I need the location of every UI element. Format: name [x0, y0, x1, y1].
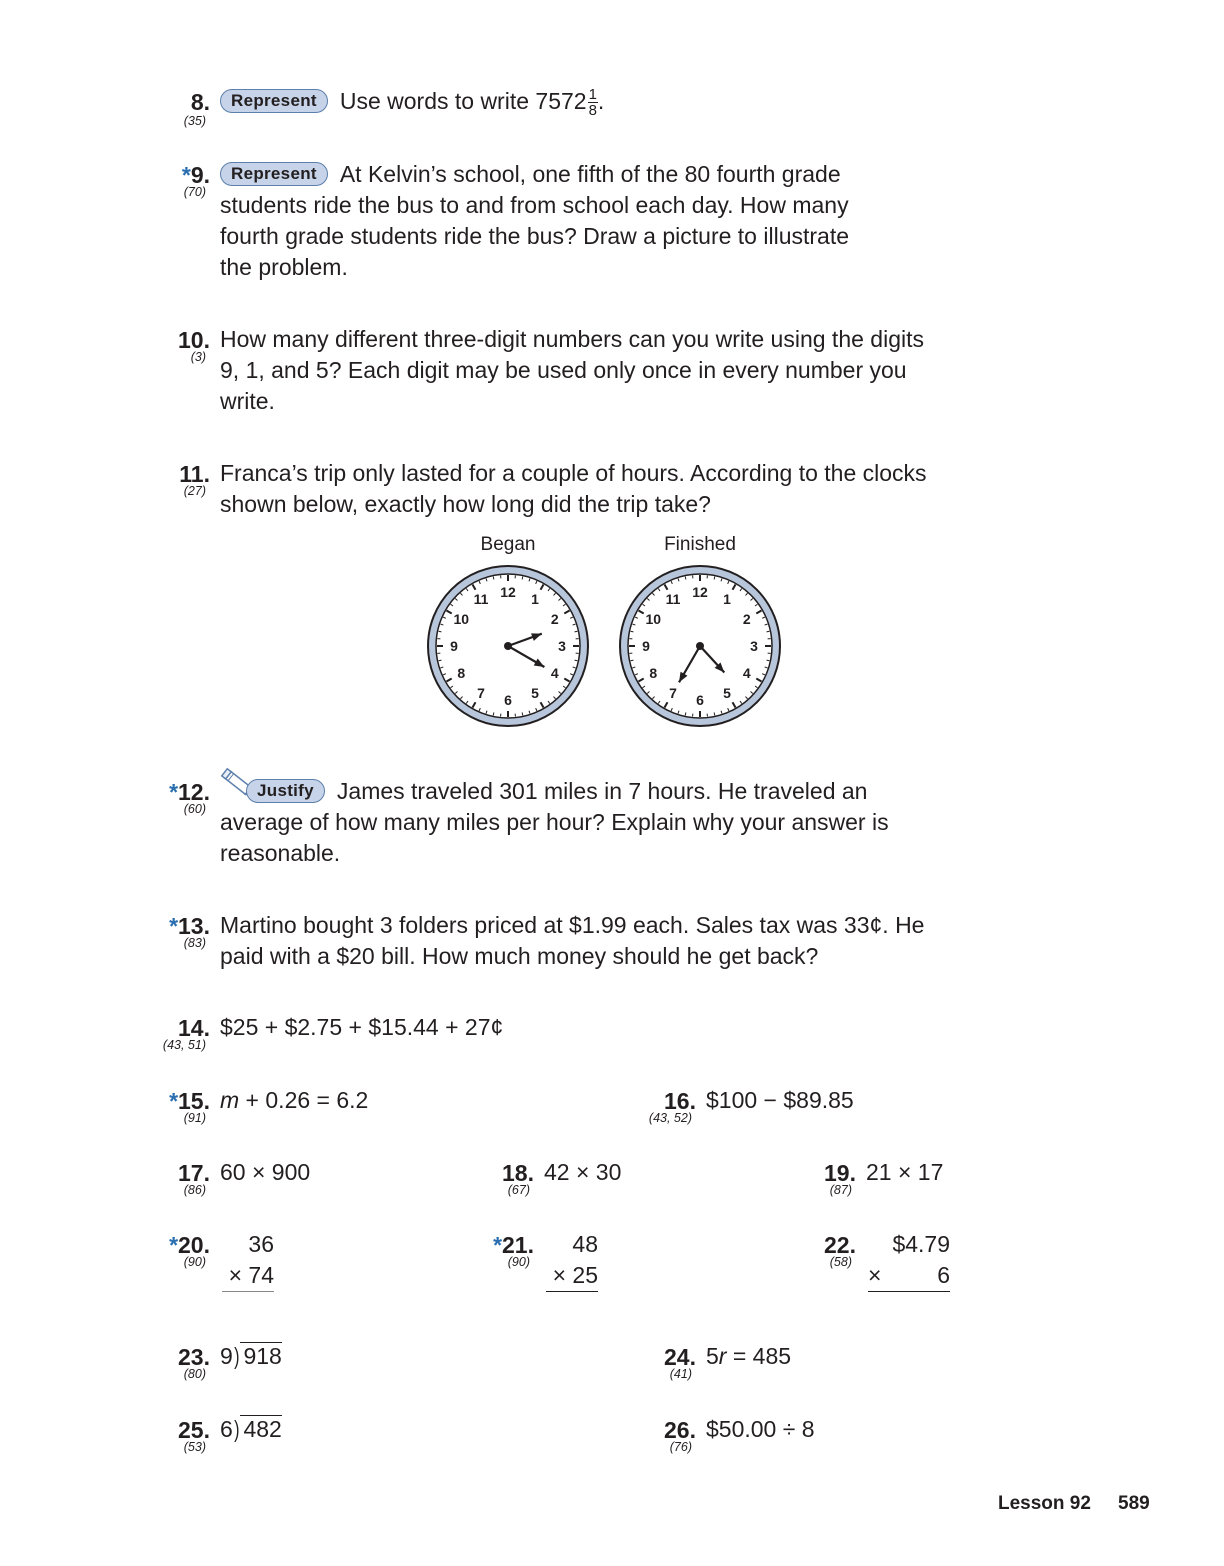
fraction-denominator: 8: [588, 102, 597, 120]
finished-label: Finished: [664, 534, 736, 555]
multiplication-stack: [222, 1229, 274, 1292]
lesson-reference: (58): [829, 1255, 852, 1269]
problem-text: James traveled 301 miles in 7 hours. He traveled an: [336, 778, 868, 804]
problem-text: 9, 1, and 5? Each digit may be used only once in every number you: [220, 357, 907, 383]
clock-tick: [575, 631, 578, 632]
multiplication-stack: [868, 1229, 950, 1292]
clock-tick: [522, 713, 523, 716]
multiplier: × 25: [546, 1260, 598, 1292]
problem-number: 18.: [502, 1160, 534, 1186]
clock-numeral: 8: [649, 665, 658, 681]
represent-badge: Represent: [220, 89, 328, 113]
clock-tick: [767, 631, 770, 632]
division-bracket: ): [233, 1343, 240, 1369]
multiplicand: 36: [248, 1231, 274, 1257]
coefficient: 5: [706, 1343, 719, 1369]
period: .: [597, 88, 605, 114]
clock-numeral: 10: [453, 611, 470, 627]
problem-body: [220, 86, 604, 118]
clock-tick: [439, 631, 442, 632]
problem-expression: 21 × 17: [866, 1159, 944, 1185]
problem-expression: 42 × 30: [544, 1159, 622, 1185]
multiplier-row: [868, 1260, 950, 1292]
clock-numeral: 9: [450, 638, 458, 654]
problem-body: [220, 776, 889, 869]
problem-body: [706, 1341, 791, 1372]
problem-text: fourth grade students ride the bus? Draw a picture to illustrate: [220, 223, 850, 249]
clock-tick: [493, 713, 494, 716]
variable: m: [220, 1087, 240, 1113]
problem-number: 20.: [178, 1232, 210, 1258]
clock-began: [425, 563, 591, 729]
problem-number: 23.: [178, 1344, 210, 1370]
problem-expression: + 0.26 = 6.2: [239, 1087, 369, 1113]
lesson-reference: (91): [183, 1111, 206, 1125]
problem-number: 8.: [190, 89, 210, 115]
problem-text: students ride the bus to and from school each day. How many: [220, 192, 849, 218]
problem-text: Franca’s trip only lasted for a couple of hours. According to the clocks: [220, 460, 927, 486]
problem-text: shown below, exactly how long did the trip take?: [220, 491, 711, 517]
problem-number: 10.: [178, 327, 210, 353]
problem-text: average of how many miles per hour? Explain why your answer is: [220, 809, 889, 835]
problem-body: [220, 159, 849, 283]
clock-numeral: 1: [531, 591, 539, 608]
clock-numeral: 11: [473, 591, 489, 608]
star-icon: *: [169, 1088, 179, 1114]
clock-numeral: 7: [669, 684, 677, 701]
clock-numeral: 12: [692, 584, 708, 600]
clock-tick: [575, 660, 578, 661]
clock-tick: [439, 660, 442, 661]
problem-number: 13.: [178, 913, 210, 939]
long-division: [220, 1414, 282, 1445]
problem-number: 9.: [190, 162, 210, 188]
problem-text: the problem.: [220, 254, 348, 280]
clock-numeral: 10: [645, 611, 662, 627]
clock-tick: [714, 713, 715, 716]
clock-tick: [631, 660, 634, 661]
clock-numeral: 3: [750, 638, 758, 654]
problem-text: How many different three-digit numbers can you write using the digits: [220, 326, 924, 352]
long-division: [220, 1341, 282, 1372]
clock-tick: [685, 713, 686, 716]
clock-numeral: 9: [642, 638, 650, 654]
problem-text: Use words to write 7572: [339, 88, 587, 114]
multiplier: × 74: [222, 1260, 274, 1292]
multiplicand: 48: [572, 1231, 598, 1257]
page-number: 589: [1118, 1493, 1150, 1514]
lesson-reference: (67): [507, 1183, 530, 1197]
fraction: [588, 87, 598, 118]
problem-body: [220, 458, 927, 520]
lesson-reference: (41): [669, 1367, 692, 1381]
lesson-reference: (90): [183, 1255, 206, 1269]
lesson-reference: (80): [183, 1367, 206, 1381]
variable: r: [718, 1343, 727, 1369]
star-icon: *: [169, 913, 179, 939]
clock-tick: [522, 577, 523, 580]
problem-number: 25.: [178, 1417, 210, 1443]
clock-numeral: 1: [723, 591, 731, 608]
divisor: 9: [220, 1343, 233, 1369]
clock-numeral: 3: [558, 638, 566, 654]
problem-body: [220, 324, 924, 417]
represent-badge: Represent: [220, 162, 328, 186]
dividend: 482: [240, 1415, 281, 1442]
division-bracket: ): [233, 1416, 240, 1442]
problem-text: Martino bought 3 folders priced at $1.99 each. Sales tax was 33¢. He: [220, 912, 925, 938]
clock-tick: [767, 660, 770, 661]
problem-number: 17.: [178, 1160, 210, 1186]
star-icon: *: [169, 1232, 179, 1258]
problem-body: [220, 1085, 368, 1116]
clock-numeral: 2: [550, 611, 559, 627]
clock-tick: [685, 577, 686, 580]
problem-number: 22.: [824, 1232, 856, 1258]
problem-body: [220, 910, 924, 972]
lesson-reference: (27): [183, 484, 206, 498]
clock-tick: [493, 577, 494, 580]
lesson-reference: (70): [183, 185, 206, 199]
clock-finished: [617, 563, 783, 729]
star-icon: *: [181, 162, 191, 188]
problem-number: 16.: [664, 1088, 696, 1114]
problem-text: paid with a $20 bill. How much money should he get back?: [220, 943, 819, 969]
problem-expression: $25 + $2.75 + $15.44 + 27¢: [220, 1014, 504, 1040]
problem-number: 15.: [178, 1088, 210, 1114]
divisor: 6: [220, 1416, 233, 1442]
began-label: Began: [480, 534, 536, 555]
clock-numeral: 7: [477, 684, 485, 701]
problem-number: 21.: [502, 1232, 534, 1258]
clock-tick: [714, 577, 715, 580]
clock-center: [696, 642, 704, 650]
problem-number: 12.: [178, 779, 210, 805]
lesson-reference: (43, 52): [648, 1111, 692, 1125]
multiplication-stack: [546, 1229, 598, 1292]
problem-expression: 60 × 900: [220, 1159, 311, 1185]
clock-numeral: 5: [723, 684, 731, 701]
clock-numeral: 4: [550, 665, 559, 681]
fraction-numerator: 1: [588, 86, 597, 104]
problem-number: 19.: [824, 1160, 856, 1186]
lesson-reference: (86): [183, 1183, 206, 1197]
problem-expression: $50.00 ÷ 8: [706, 1416, 815, 1442]
clock-numeral: 4: [742, 665, 751, 681]
problem-text: At Kelvin’s school, one fifth of the 80 fourth grade: [339, 161, 841, 187]
clock-numeral: 5: [531, 684, 539, 701]
times-sign: ×: [868, 1262, 882, 1288]
lesson-reference: (83): [183, 936, 206, 950]
clock-numeral: 12: [500, 584, 516, 600]
problem-expression: $100 − $89.85: [706, 1087, 854, 1113]
lesson-reference: (53): [183, 1440, 206, 1454]
problem-number: 11.: [179, 461, 210, 487]
justify-badge: Justify: [246, 779, 325, 803]
multiplicand: $4.79: [892, 1231, 950, 1257]
problem-number: 26.: [664, 1417, 696, 1443]
clock-center: [504, 642, 512, 650]
problem-number: 24.: [664, 1344, 696, 1370]
clock-numeral: 6: [696, 692, 704, 708]
lesson-reference: (90): [507, 1255, 530, 1269]
lesson-reference: (35): [183, 114, 206, 128]
lesson-reference: (76): [669, 1440, 692, 1454]
lesson-reference: (87): [829, 1183, 852, 1197]
problem-expression: = 485: [726, 1343, 792, 1369]
multiplier: 6: [937, 1262, 950, 1288]
clock-numeral: 8: [457, 665, 466, 681]
clock-numeral: 11: [665, 591, 681, 608]
dividend: 918: [240, 1342, 281, 1369]
clock-numeral: 2: [742, 611, 751, 627]
star-icon: *: [493, 1232, 503, 1258]
clock-numeral: 6: [504, 692, 512, 708]
lesson-reference: (60): [183, 802, 206, 816]
lesson-reference: (3): [190, 350, 206, 364]
clock-tick: [631, 631, 634, 632]
star-icon: *: [169, 779, 179, 805]
problem-number: 14.: [178, 1015, 210, 1041]
lesson-reference: (43, 51): [162, 1038, 206, 1052]
problem-text: reasonable.: [220, 840, 341, 866]
lesson-label: Lesson 92: [998, 1493, 1091, 1514]
problem-text: write.: [220, 388, 275, 414]
